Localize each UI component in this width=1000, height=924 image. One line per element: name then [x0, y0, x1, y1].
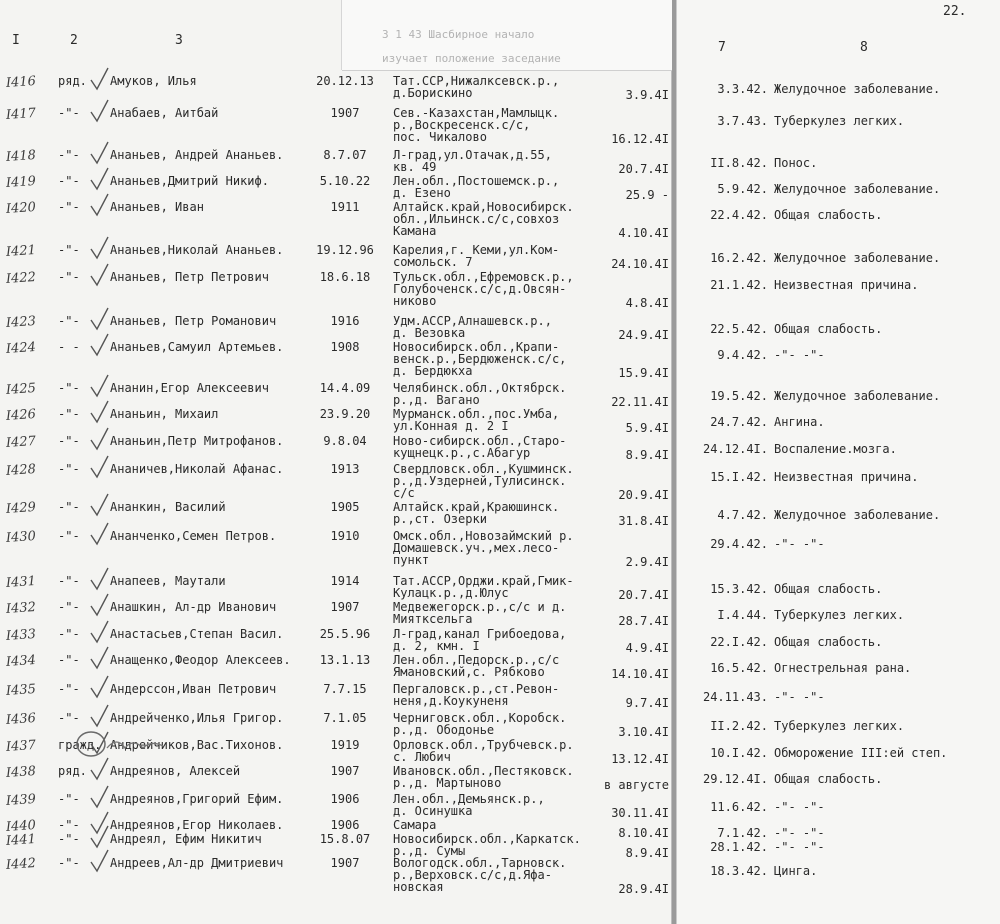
record-number: I426	[5, 406, 37, 424]
death-date-cell: 4.7.42.	[717, 508, 768, 522]
death-date-cell: 16.2.42.	[710, 251, 768, 265]
call-up-date-cell: 20.7.4I	[618, 588, 669, 602]
call-up-date-cell: 4.10.4I	[618, 226, 669, 240]
address-line: Алтайск.край,Новосибирск.	[393, 200, 574, 214]
birth-date-cell: 5.10.22	[319, 174, 371, 188]
address-line: Тат.ССР,Нижалксевск.р.,	[393, 74, 560, 88]
name-cell: Ананьев,Самуил Артемьев.	[110, 340, 284, 354]
overlay-strip	[342, 0, 672, 70]
check-mark-icon	[88, 235, 110, 261]
rank-cell: -"-	[58, 407, 80, 421]
address-line: Самара	[393, 818, 437, 832]
birth-date-cell: 1916	[330, 314, 360, 328]
name-cell: Ананьев, Петр Петрович	[110, 270, 269, 284]
rank-cell: -"-	[58, 627, 80, 641]
check-mark-icon	[88, 674, 110, 700]
column-header-2: 2	[70, 33, 78, 48]
rank-cell: -"-	[58, 818, 80, 832]
address-line: Домашевск.уч.,мех.лесо-	[393, 541, 560, 555]
check-mark-icon	[88, 824, 110, 850]
address-line: д. Осинушка	[393, 804, 473, 818]
address-line: венск.р.,Бердюженск.с/с,	[393, 352, 567, 366]
address-line: никово	[393, 294, 437, 308]
check-mark-icon	[88, 332, 110, 358]
record-number: I419	[5, 173, 37, 191]
call-up-date-cell: 8.10.4I	[618, 826, 669, 840]
check-mark-icon	[88, 399, 110, 425]
cause-cell: Обморожение III:ей степ.	[774, 746, 948, 760]
record-number: I438	[5, 763, 37, 781]
record-number: I416	[5, 73, 37, 91]
record-number: I428	[5, 461, 37, 479]
overlay-line-2: изучает положение заседание	[382, 52, 561, 65]
rank-cell: -"-	[58, 200, 80, 214]
death-date-cell: 24.7.42.	[710, 415, 768, 429]
birth-date-cell: 1905	[330, 500, 360, 514]
address-line: Мурманск.обл.,пос.Умба,	[393, 407, 560, 421]
address-line: Ямановский,с. Рябково	[393, 665, 545, 679]
death-date-cell: 15.3.42.	[710, 582, 768, 596]
call-up-date-cell: 9.7.4I	[625, 696, 669, 710]
cause-cell: Цинга.	[774, 864, 818, 878]
name-cell: Ананин,Егор Алексеевич	[110, 381, 269, 395]
address-line: кв. 49	[393, 160, 437, 174]
rank-cell: -"-	[58, 243, 80, 257]
record-number: I437	[5, 737, 37, 755]
address-line: Лен.обл.,Демьянск.р.,	[393, 792, 545, 806]
name-cell: Ананьев, Петр Романович	[110, 314, 277, 328]
call-up-date-cell: 15.9.4I	[618, 366, 669, 380]
record-number: I422	[5, 269, 37, 287]
cause-cell: Желудочное заболевание.	[774, 251, 941, 265]
birth-date-cell: 1913	[330, 462, 360, 476]
name-cell: Ананьин,Петр Митрофанов.	[110, 434, 284, 448]
address-line: Ивановск.обл.,Пестяковск.	[393, 764, 574, 778]
record-number: I423	[5, 313, 37, 331]
address-line: кущнецк.р.,с.Абагур	[393, 446, 531, 460]
column-header-7: 7	[718, 40, 726, 55]
name-cell: Ананьев, Андрей Ананьев.	[110, 148, 284, 162]
name-cell: Амуков, Илья	[110, 74, 197, 88]
cause-cell: Огнестрельная рана.	[774, 661, 912, 675]
record-number: I425	[5, 380, 37, 398]
check-mark-icon	[88, 521, 110, 547]
death-date-cell: 10.I.42.	[710, 746, 768, 760]
cause-cell: Туберкулез легких.	[774, 719, 905, 733]
check-mark-icon	[88, 98, 110, 124]
record-number: I417	[5, 105, 37, 123]
rank-cell: -"-	[58, 574, 80, 588]
call-up-date-cell: 3.9.4I	[625, 88, 669, 102]
address-line: р.,д. Мартыново	[393, 776, 502, 790]
address-line: Л-град,ул.Отачак,д.55,	[393, 148, 552, 162]
page-number: 22.	[943, 4, 967, 19]
name-cell: Андрейченко,Илья Григор.	[110, 711, 284, 725]
address-line: сомольск. 7	[393, 255, 473, 269]
death-date-cell: 3.3.42.	[717, 82, 768, 96]
cause-cell: Общая слабость.	[774, 322, 883, 336]
check-mark-icon	[88, 703, 110, 729]
call-up-date-cell: 25.9 -	[625, 188, 669, 202]
cause-cell: -"- -"-	[774, 840, 825, 854]
address-line: Карелия,г. Кеми,ул.Ком-	[393, 243, 560, 257]
address-line: р.,Верховск.с/с,д.Яфа-	[393, 868, 552, 882]
address-line: Голубоченск.с/с,д.Овсян-	[393, 282, 567, 296]
rank-cell: -"-	[58, 600, 80, 614]
death-date-cell: 5.9.42.	[717, 182, 768, 196]
death-date-cell: 18.3.42.	[710, 864, 768, 878]
check-mark-icon	[88, 454, 110, 480]
call-up-date-cell: 20.9.4I	[618, 488, 669, 502]
death-date-cell: 16.5.42.	[710, 661, 768, 675]
address-line: Омск.обл.,Новозаймский р.	[393, 529, 574, 543]
name-cell: Андерссон,Иван Петрович	[110, 682, 277, 696]
name-cell: Анашкин, Ал-др Иванович	[110, 600, 277, 614]
death-date-cell: 24.11.43.	[702, 690, 768, 704]
call-up-date-cell: 4.9.4I	[625, 641, 669, 655]
cause-cell: Неизвестная причина.	[774, 278, 919, 292]
address-line: Кулацк.р.,д.Юлус	[393, 586, 509, 600]
address-line: пос. Чикалово	[393, 130, 487, 144]
name-cell: Ананьин, Михаил	[110, 407, 219, 421]
death-date-cell: 21.1.42.	[710, 278, 768, 292]
birth-date-cell: 1919	[330, 738, 360, 752]
record-number: I430	[5, 528, 37, 546]
address-line: д. Бердюкха	[393, 364, 473, 378]
check-mark-icon	[88, 566, 110, 592]
call-up-date-cell: в августе	[603, 778, 669, 792]
birth-date-cell: 18.6.18	[319, 270, 371, 284]
address-line: Орловск.обл.,Трубчевск.р.	[393, 738, 574, 752]
address-line: Алтайск.край,Краюшинск.	[393, 500, 560, 514]
address-line: д. Везовка	[393, 326, 466, 340]
address-line: р.,д. Ободонье	[393, 723, 495, 737]
rank-cell: -"-	[58, 434, 80, 448]
call-up-date-cell: 5.9.4I	[625, 421, 669, 435]
rank-cell: ряд.	[58, 74, 87, 88]
cause-cell: Желудочное заболевание.	[774, 508, 941, 522]
birth-date-cell: 7.1.05	[323, 711, 367, 725]
address-line: р.,д.Уздерней,Тулисинск.	[393, 474, 567, 488]
death-date-cell: 11.6.42.	[710, 800, 768, 814]
death-date-cell: 19.5.42.	[710, 389, 768, 403]
cause-cell: -"- -"-	[774, 800, 825, 814]
address-line: Новосибирск.обл.,Каркатск.	[393, 832, 581, 846]
check-mark-icon	[88, 66, 110, 92]
name-cell: Андрейчиков,Вас.Тихонов.	[110, 738, 284, 752]
address-line: Сев.-Казахстан,Мамлыцк.	[393, 106, 560, 120]
address-line: Черниговск.обл.,Коробск.	[393, 711, 567, 725]
rank-cell: -"-	[58, 270, 80, 284]
address-line: неня,д.Коукуненя	[393, 694, 509, 708]
cause-cell: Желудочное заболевание.	[774, 389, 941, 403]
birth-date-cell: 15.8.07	[319, 832, 371, 846]
record-number: I421	[5, 242, 37, 260]
birth-date-cell: 13.1.13	[319, 653, 371, 667]
rank-cell: -"-	[58, 792, 80, 806]
address-line: пункт	[393, 553, 430, 567]
death-date-cell: 22.4.42.	[710, 208, 768, 222]
call-up-date-cell: 14.10.4I	[611, 667, 669, 681]
record-number: I431	[5, 573, 37, 591]
record-number: I436	[5, 710, 37, 728]
address-line: р.,д. Вагано	[393, 393, 480, 407]
birth-date-cell: 8.7.07	[323, 148, 367, 162]
address-line: Свердловск.обл.,Кушминск.	[393, 462, 574, 476]
death-date-cell: II.8.42.	[710, 156, 768, 170]
name-cell: Ананичев,Николай Афанас.	[110, 462, 284, 476]
rank-cell: -"-	[58, 500, 80, 514]
call-up-date-cell: 30.11.4I	[611, 806, 669, 820]
check-mark-icon	[88, 140, 110, 166]
rank-cell: -"-	[58, 148, 80, 162]
cause-cell: Общая слабость.	[774, 208, 883, 222]
death-date-cell: 29.12.4I.	[702, 772, 768, 786]
address-line: р.,ст. Озерки	[393, 512, 487, 526]
name-cell: Анащенко,Феодор Алексеев.	[110, 653, 291, 667]
address-line: Лен.обл.,Постошемск.р.,	[393, 174, 560, 188]
check-mark-icon	[88, 262, 110, 288]
address-line: Тат.АССР,Орджи.край,Гмик-	[393, 574, 574, 588]
check-mark-icon	[88, 756, 110, 782]
check-mark-icon	[88, 373, 110, 399]
call-up-date-cell: 24.10.4I	[611, 257, 669, 271]
address-line: д. 2, кмн. I	[393, 639, 480, 653]
call-up-date-cell: 20.7.4I	[618, 162, 669, 176]
cause-cell: Желудочное заболевание.	[774, 182, 941, 196]
birth-date-cell: 7.7.15	[323, 682, 367, 696]
death-date-cell: 28.1.42.	[710, 840, 768, 854]
address-line: Медвежегорск.р.,с/с и д.	[393, 600, 567, 614]
address-line: Камана	[393, 224, 437, 238]
column-header-8: 8	[860, 40, 868, 55]
cause-cell: Воспаление.мозга.	[774, 442, 897, 456]
birth-date-cell: 9.8.04	[323, 434, 367, 448]
record-number: I440	[5, 817, 37, 835]
birth-date-cell: 14.4.09	[319, 381, 371, 395]
birth-date-cell: 1906	[330, 818, 360, 832]
check-mark-icon	[88, 645, 110, 671]
rank-cell: -"-	[58, 653, 80, 667]
address-line: Миятксельга	[393, 612, 473, 626]
check-mark-icon	[88, 730, 110, 756]
cause-cell: Общая слабость.	[774, 582, 883, 596]
rank-cell: -"-	[58, 381, 80, 395]
cause-cell: -"- -"-	[774, 348, 825, 362]
cause-cell: Туберкулез легких.	[774, 114, 905, 128]
rank-cell: -"-	[58, 314, 80, 328]
cause-cell: Понос.	[774, 156, 818, 170]
record-number: I434	[5, 652, 37, 670]
overlay-line-1: 3 1 43 Шасбирное начало	[382, 28, 535, 41]
column-header-1: I	[12, 33, 20, 48]
address-line: Тульск.обл.,Ефремовск.р.,	[393, 270, 574, 284]
check-mark-icon	[88, 166, 110, 192]
name-cell: Андреянов,Егор Николаев.	[110, 818, 284, 832]
call-up-date-cell: 28.7.4I	[618, 614, 669, 628]
birth-date-cell: 1911	[330, 200, 360, 214]
address-line: ул.Конная д. 2 I	[393, 419, 509, 433]
address-line: обл.,Ильинск.с/с,совхоз	[393, 212, 560, 226]
rank-cell: гражд.	[58, 738, 102, 752]
death-date-cell: II.2.42.	[710, 719, 768, 733]
call-up-date-cell: 28.9.4I	[618, 882, 669, 896]
address-line: д.Борискино	[393, 86, 473, 100]
death-date-cell: I.4.44.	[717, 608, 768, 622]
birth-date-cell: 1907	[330, 600, 360, 614]
call-up-date-cell: 8.9.4I	[625, 448, 669, 462]
record-number: I441	[5, 831, 37, 849]
cause-cell: -"- -"-	[774, 826, 825, 840]
birth-date-cell: 19.12.96	[316, 243, 374, 257]
column-header-3: 3	[175, 33, 183, 48]
birth-date-cell: 1908	[330, 340, 360, 354]
name-cell: Ананьев,Дмитрий Никиф.	[110, 174, 269, 188]
death-date-cell: 22.I.42.	[710, 635, 768, 649]
call-up-date-cell: 16.12.4I	[611, 132, 669, 146]
check-mark-icon	[88, 619, 110, 645]
name-cell: Андреянов, Алексей	[110, 764, 241, 778]
call-up-date-cell: 3.10.4I	[618, 725, 669, 739]
cause-cell: Желудочное заболевание.	[774, 82, 941, 96]
record-number: I420	[5, 199, 37, 217]
address-line: Вологодск.обл.,Тарновск.	[393, 856, 567, 870]
death-date-cell: 9.4.42.	[717, 348, 768, 362]
address-line: Челябинск.обл.,Октябрск.	[393, 381, 567, 395]
address-line: д. Езено	[393, 186, 451, 200]
rank-cell: ряд.	[58, 764, 87, 778]
call-up-date-cell: 4.8.4I	[625, 296, 669, 310]
name-cell: Ананкин, Василий	[110, 500, 226, 514]
address-line: Удм.АССР,Алнашевск.р.,	[393, 314, 552, 328]
birth-date-cell: 1914	[330, 574, 360, 588]
birth-date-cell: 20.12.13	[316, 74, 374, 88]
rank-cell: -"-	[58, 682, 80, 696]
rank-cell: -"-	[58, 832, 80, 846]
check-mark-icon	[88, 192, 110, 218]
death-date-cell: 29.4.42.	[710, 537, 768, 551]
death-date-cell: 15.I.42.	[710, 470, 768, 484]
record-number: I427	[5, 433, 37, 451]
death-date-cell: 3.7.43.	[717, 114, 768, 128]
cause-cell: -"- -"-	[774, 690, 825, 704]
birth-date-cell: 1907	[330, 106, 360, 120]
death-date-cell: 7.1.42.	[717, 826, 768, 840]
call-up-date-cell: 22.11.4I	[611, 395, 669, 409]
address-line: р.,Воскресенск.с/с,	[393, 118, 531, 132]
address-line: р.,д. Сумы	[393, 844, 466, 858]
rank-cell: -"-	[58, 106, 80, 120]
birth-date-cell: 1906	[330, 792, 360, 806]
name-cell: Анапеев, Маутали	[110, 574, 226, 588]
address-line: Новосибирск.обл.,Крапи-	[393, 340, 560, 354]
birth-date-cell: 25.5.96	[319, 627, 371, 641]
address-line: с. Любич	[393, 750, 451, 764]
address-line: с/с	[393, 486, 415, 500]
rank-cell: -"-	[58, 856, 80, 870]
death-date-cell: 22.5.42.	[710, 322, 768, 336]
check-mark-icon	[88, 426, 110, 452]
record-number: I432	[5, 599, 37, 617]
rank-cell: - -	[58, 340, 80, 354]
call-up-date-cell: 24.9.4I	[618, 328, 669, 342]
record-number: I424	[5, 339, 37, 357]
record-number: I442	[5, 855, 37, 873]
rank-cell: -"-	[58, 711, 80, 725]
check-mark-icon	[88, 592, 110, 618]
cause-cell: Общая слабость.	[774, 772, 883, 786]
record-number: I439	[5, 791, 37, 809]
call-up-date-cell: 8.9.4I	[625, 846, 669, 860]
check-mark-icon	[88, 848, 110, 874]
address-line: новская	[393, 880, 444, 894]
address-line: Пергаловск.р.,ст.Ревон-	[393, 682, 560, 696]
call-up-date-cell: 13.12.4I	[611, 752, 669, 766]
record-number: I435	[5, 681, 37, 699]
name-cell: Андреянов,Григорий Ефим.	[110, 792, 284, 806]
record-number: I429	[5, 499, 37, 517]
name-cell: Ананьев, Иван	[110, 200, 204, 214]
address-line: Л-град,канал Грибоедова,	[393, 627, 567, 641]
name-cell: Андреял, Ефим Никитич	[110, 832, 262, 846]
cause-cell: -"- -"-	[774, 537, 825, 551]
check-mark-icon	[88, 784, 110, 810]
name-cell: Ананьев,Николай Ананьев.	[110, 243, 284, 257]
name-cell: Анастасьев,Степан Васил.	[110, 627, 284, 641]
address-line: Лен.обл.,Педорск.р.,с/с	[393, 653, 560, 667]
record-number: I418	[5, 147, 37, 165]
birth-date-cell: 1907	[330, 856, 360, 870]
name-cell: Андреев,Ал-др Дмитриевич	[110, 856, 284, 870]
birth-date-cell: 1910	[330, 529, 360, 543]
call-up-date-cell: 31.8.4I	[618, 514, 669, 528]
cause-cell: Неизвестная причина.	[774, 470, 919, 484]
birth-date-cell: 23.9.20	[319, 407, 371, 421]
address-line: Ново-сибирск.обл.,Старо-	[393, 434, 567, 448]
check-mark-icon	[88, 306, 110, 332]
name-cell: Анабаев, Аитбай	[110, 106, 219, 120]
birth-date-cell: 1907	[330, 764, 360, 778]
record-number: I433	[5, 626, 37, 644]
cause-cell: Туберкулез легких.	[774, 608, 905, 622]
cause-cell: Ангина.	[774, 415, 825, 429]
death-date-cell: 24.12.4I.	[702, 442, 768, 456]
rank-cell: -"-	[58, 174, 80, 188]
name-cell: Ананченко,Семен Петров.	[110, 529, 277, 543]
cause-cell: Общая слабость.	[774, 635, 883, 649]
rank-cell: -"-	[58, 529, 80, 543]
check-mark-icon	[88, 492, 110, 518]
rank-cell: -"-	[58, 462, 80, 476]
call-up-date-cell: 2.9.4I	[625, 555, 669, 569]
